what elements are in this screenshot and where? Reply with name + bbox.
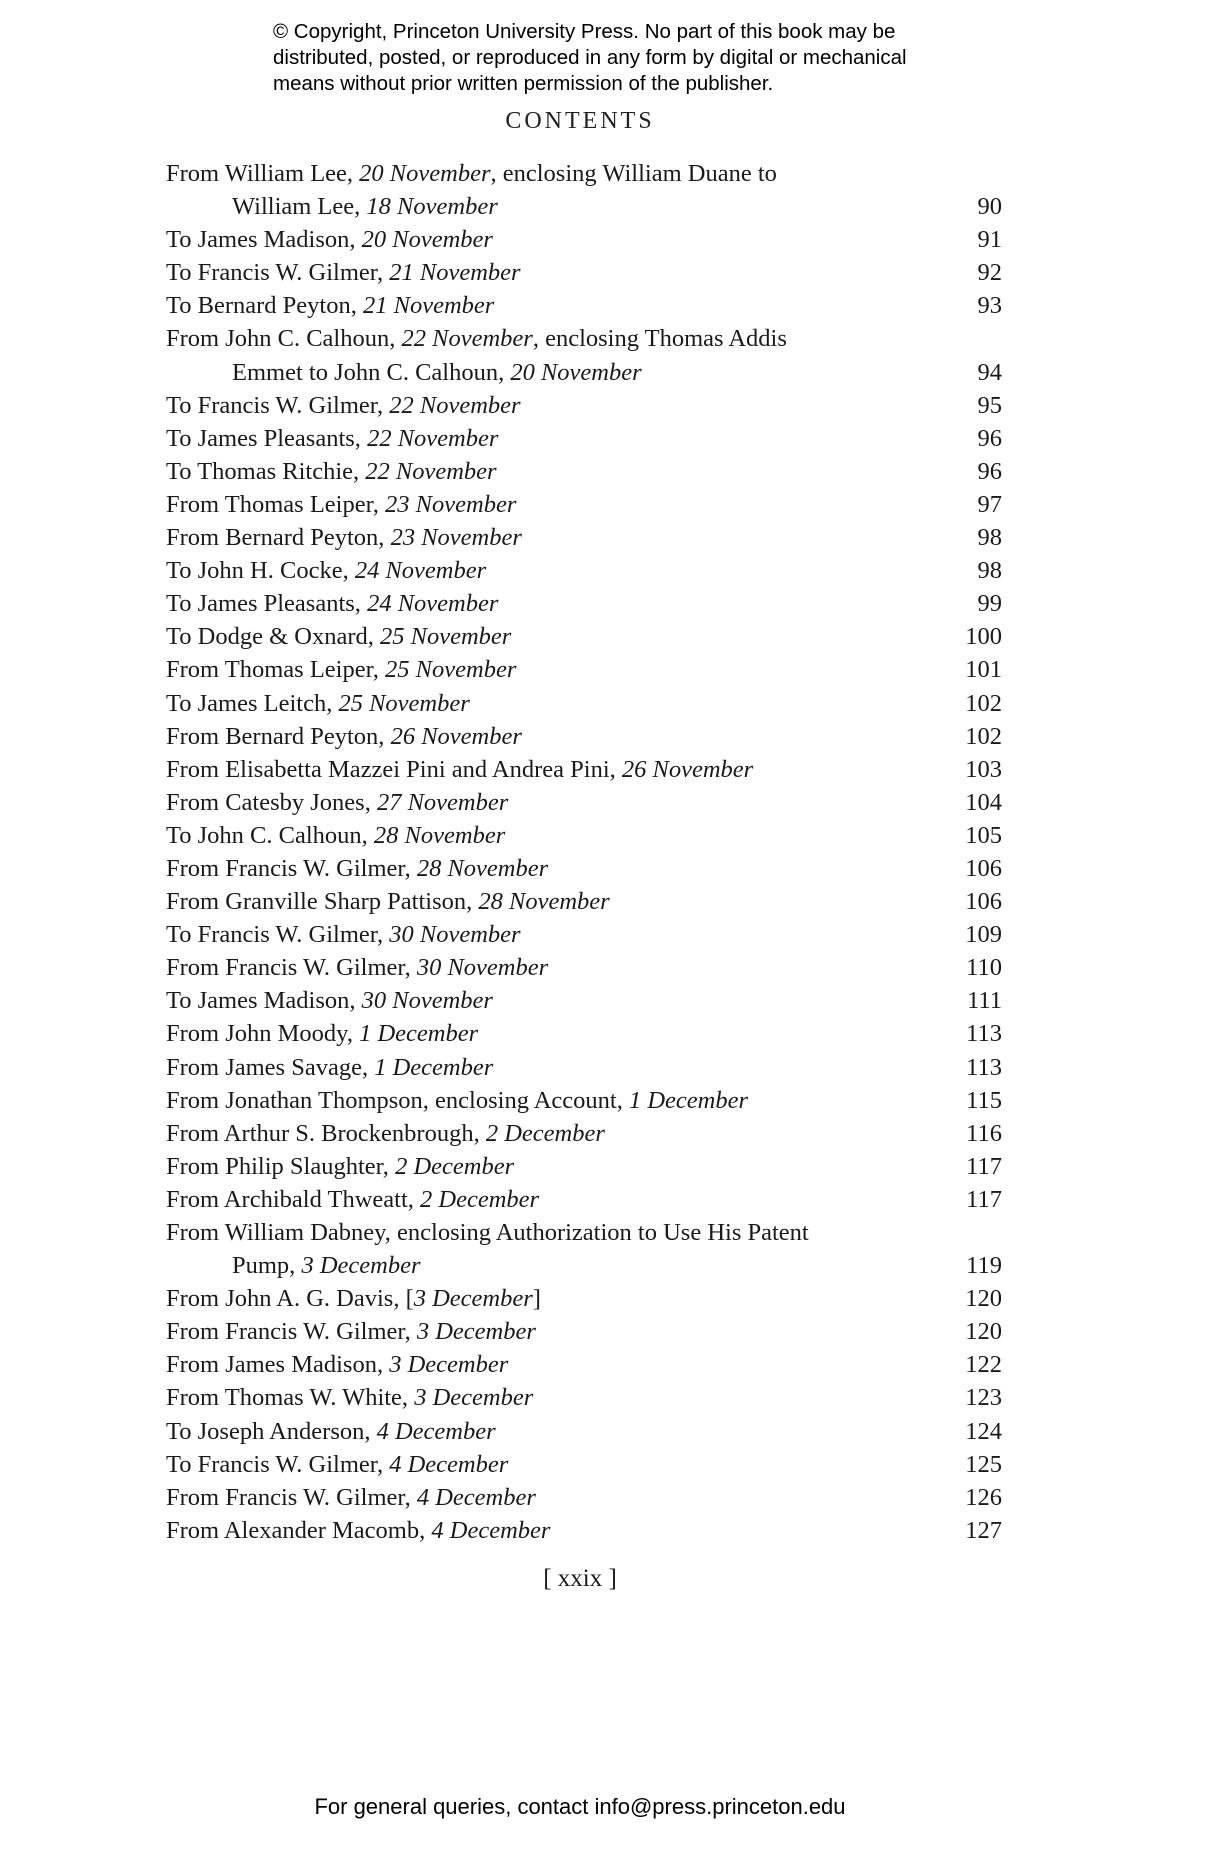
entry-text: To Dodge & Oxnard, [166,623,380,651]
toc-entry [166,1415,1002,1448]
entry-text: From Francis W. Gilmer, [166,854,417,882]
entry-text: From Granville Sharp Pattison, [166,888,479,916]
toc-entry-title [166,223,942,256]
toc-entry-title [166,1381,942,1414]
toc-entry [166,1448,1002,1481]
entry-text: From John C. Calhoun, [166,325,402,353]
entry-text: From Arthur S. Brockenbrough, [166,1119,486,1147]
entry-text: From William Dabney, enclosing Authorization to Use His Patent [166,1219,809,1246]
entry-date: 3 December [413,1285,533,1313]
entry-text: From Bernard Peyton, [166,524,391,552]
toc-entry [166,521,1002,554]
toc-page-number: 91 [977,226,1002,254]
entry-text: From Francis W. Gilmer, [166,954,417,982]
toc-entry-title [166,786,942,819]
toc-entry-title [166,1117,942,1150]
toc-entry-title [166,852,942,885]
entry-date: 24 November [354,557,487,585]
copyright-line: © Copyright, Princeton University Press. No part of this book may be [273,20,896,43]
toc-entry-title [166,653,942,686]
toc-entry-title [166,455,942,488]
entry-date: 22 November [365,457,497,485]
entry-text: From John A. G. Davis, [ [166,1285,414,1313]
toc-page-number: 98 [977,557,1002,585]
toc-entry-title [166,1183,942,1216]
toc-entry [166,389,1002,422]
toc-entry-continuation [166,190,942,223]
entry-text: To Francis W. Gilmer, [166,921,390,949]
toc-page-number: 123 [965,1384,1002,1412]
entry-text: To John H. Cocke, [166,557,355,585]
toc-entry-continuation [166,356,942,389]
entry-date: 3 December [416,1318,536,1346]
entry-text: From James Savage, [166,1053,375,1081]
entry-date: 20 November [359,160,491,187]
toc-entry-title [166,488,942,521]
toc-entry-title [166,720,942,753]
entry-date: 4 December [416,1483,536,1511]
entry-text: From Alexander Macomb, [166,1516,432,1544]
entry-text: To Francis W. Gilmer, [166,391,390,419]
entry-date: 30 November [361,987,493,1015]
entry-text: From Bernard Peyton, [166,722,391,750]
entry-text: From John Moody, [166,1020,360,1048]
entry-date: 22 November [367,424,499,452]
toc-entry [166,223,1002,256]
toc-page-number: 92 [977,259,1002,287]
toc-entry [166,322,1002,388]
toc-entry-title [166,521,942,554]
toc-page-number: 103 [965,755,1002,783]
entry-date: 22 November [401,325,533,353]
entry-text: To Joseph Anderson, [166,1417,377,1445]
toc-entry [166,753,1002,786]
entry-text: From William Lee, [166,160,360,187]
entry-text: From James Madison, [166,1351,390,1379]
toc-entry [166,455,1002,488]
toc-page-number: 100 [965,623,1002,651]
entry-date: 1 December [374,1053,494,1081]
toc-page-number: 96 [977,457,1002,485]
entry-date: 30 November [389,921,521,949]
toc-page-number: 111 [967,987,1002,1015]
toc-page-number: 101 [965,656,1002,684]
toc-entry-title [166,1448,942,1481]
toc-page-number: 106 [965,888,1002,916]
toc-entry [166,885,1002,918]
entry-text: William Lee, [232,193,367,221]
toc-entry [166,1150,1002,1183]
copyright-line: means without prior written permission of the publisher. [273,72,774,95]
toc-page-number: 119 [966,1252,1002,1280]
entry-text: From Philip Slaughter, [166,1152,396,1180]
toc-entry [166,1117,1002,1150]
entry-text: To Thomas Ritchie, [166,457,366,485]
entry-text: To Bernard Peyton, [166,292,363,320]
toc-page-number: 106 [965,854,1002,882]
toc-entry [166,786,1002,819]
toc-entry-title [166,984,942,1017]
toc-page-number: 124 [965,1417,1002,1445]
toc-entry [166,1051,1002,1084]
toc-entry-title [166,389,942,422]
entry-text: From Catesby Jones, [166,788,377,816]
toc-page-number: 102 [965,722,1002,750]
toc-entry [166,819,1002,852]
toc-page-number: 110 [966,954,1002,982]
toc-page-number: 117 [966,1185,1002,1213]
entry-date: 20 November [361,226,493,254]
entry-text: To James Pleasants, [166,590,368,618]
entry-date: 23 November [385,490,517,518]
entry-date: 1 December [359,1020,479,1048]
toc-entry-title [166,1315,942,1348]
toc-entry-title [166,1017,942,1050]
toc-page-number: 104 [965,788,1002,816]
toc-entry-continuation [166,1249,942,1282]
toc-page-number: 126 [965,1483,1002,1511]
entry-text: To James Madison, [166,226,362,254]
toc-page-number: 94 [977,358,1002,386]
entry-date: 25 November [379,623,512,651]
toc-page-number: 109 [965,921,1002,949]
entry-text: Emmet to John C. Calhoun, [232,358,511,386]
toc-entry [166,1315,1002,1348]
entry-date: 28 November [416,854,549,882]
toc-page-number: 115 [966,1086,1002,1114]
entry-date: 21 November [362,292,495,320]
toc-entry-title [166,687,942,720]
toc-entry [166,1183,1002,1216]
toc-entry-title [166,1282,942,1315]
entry-text: To James Leitch, [166,689,339,717]
entry-date: 30 November [416,954,549,982]
entry-text: From Thomas Leiper, [166,656,386,684]
toc-entry-title [166,753,942,786]
toc-entry [166,1017,1002,1050]
entry-date: 4 December [389,1450,509,1478]
entry-date: 24 November [367,590,499,618]
toc-entry-title [166,1051,942,1084]
entry-date: 26 November [390,722,522,750]
toc-page-number: 93 [977,292,1002,320]
toc-entry [166,1348,1002,1381]
toc-entry [166,918,1002,951]
entry-text: From Thomas Leiper, [166,490,386,518]
toc-entry [166,852,1002,885]
toc-entry-title [166,885,942,918]
toc-entry-title [166,256,942,289]
entry-date: 4 December [376,1417,496,1445]
entry-date: 4 December [431,1516,551,1544]
entry-date: 2 December [420,1185,540,1213]
toc-entry [166,1381,1002,1414]
toc-entry-title [166,157,942,190]
entry-date: 25 November [385,656,517,684]
toc-page-number: 105 [965,821,1002,849]
toc-entry-title [166,322,942,355]
entry-date: 3 December [389,1351,509,1379]
toc-entry-title [166,1481,942,1514]
toc-entry-title [166,1216,942,1249]
toc-entry-title [166,1415,942,1448]
entry-text: From Francis W. Gilmer, [166,1483,417,1511]
table-of-contents [166,157,1002,1547]
entry-text: To James Pleasants, [166,424,368,452]
entry-text: From Archibald Thweatt, [166,1185,421,1213]
entry-date: 23 November [390,524,522,552]
toc-page-number: 120 [965,1285,1002,1313]
entry-text: To Francis W. Gilmer, [166,1450,390,1478]
entry-date: 20 November [510,358,642,386]
toc-entry-title [166,1084,942,1117]
entry-date: 3 December [414,1384,534,1412]
toc-entry [166,256,1002,289]
toc-page-number: 96 [977,424,1002,452]
entry-text: From Francis W. Gilmer, [166,1318,417,1346]
toc-page-number: 99 [977,590,1002,618]
toc-entry [166,1084,1002,1117]
copyright-notice [273,19,993,97]
toc-entry [166,951,1002,984]
toc-entry [166,289,1002,322]
toc-entry [166,720,1002,753]
toc-page-number: 113 [966,1020,1002,1048]
toc-page-number: 95 [977,391,1002,419]
toc-page-number: 90 [977,193,1002,221]
toc-entry-title [166,587,942,620]
entry-text: , enclosing William Duane to [490,160,777,187]
entry-text: From Elisabetta Mazzei Pini and Andrea Pini, [166,755,622,783]
toc-entry [166,587,1002,620]
entry-date: 1 December [628,1086,749,1114]
toc-entry-title [166,1150,942,1183]
toc-entry [166,1216,1002,1282]
toc-entry [166,554,1002,587]
contact-footer: For general queries, contact info@press.princeton.edu [314,1794,846,1819]
entry-date: 28 November [373,821,506,849]
entry-text: , enclosing Thomas Addis [532,325,787,353]
page-title: CONTENTS [505,108,655,134]
entry-date: 21 November [389,259,521,287]
toc-page-number: 120 [965,1318,1002,1346]
toc-entry [166,488,1002,521]
toc-entry-title [166,422,942,455]
toc-page-number: 117 [966,1152,1002,1180]
toc-entry [166,687,1002,720]
entry-text: From Jonathan Thompson, enclosing Account, [166,1086,629,1114]
toc-entry [166,1481,1002,1514]
toc-page-number: 102 [965,689,1002,717]
toc-entry [166,157,1002,223]
entry-date: 18 November [366,193,498,221]
toc-page-number: 116 [966,1119,1002,1147]
entry-date: 26 November [621,755,754,783]
entry-date: 28 November [478,888,610,916]
entry-text: Pump, [232,1252,302,1280]
toc-entry [166,1514,1002,1547]
toc-entry-title [166,289,942,322]
toc-page-number: 97 [977,490,1002,518]
copyright-line: distributed, posted, or reproduced in any form by digital or mechanical [273,46,907,69]
toc-page-number: 122 [965,1351,1002,1379]
entry-text: To John C. Calhoun, [166,821,374,849]
toc-entry-title [166,918,942,951]
toc-page-number: 113 [966,1053,1002,1081]
entry-text: To Francis W. Gilmer, [166,259,390,287]
entry-date: 22 November [389,391,521,419]
toc-entry [166,653,1002,686]
toc-entry-title [166,951,942,984]
entry-date: 25 November [338,689,470,717]
toc-entry [166,620,1002,653]
page-number: [ xxix ] [543,1565,617,1592]
entry-text: ] [532,1285,541,1313]
toc-page-number: 98 [977,524,1002,552]
toc-page-number: 127 [965,1516,1002,1544]
toc-entry-title [166,819,942,852]
entry-text: From Thomas W. White, [166,1384,415,1412]
toc-entry [166,1282,1002,1315]
entry-text: To James Madison, [166,987,362,1015]
entry-date: 3 December [301,1252,421,1280]
toc-entry-title [166,1514,942,1547]
toc-entry [166,422,1002,455]
toc-entry [166,984,1002,1017]
toc-entry-title [166,554,942,587]
entry-date: 27 November [376,788,509,816]
toc-entry-title [166,1348,942,1381]
toc-page-number: 125 [965,1450,1002,1478]
entry-date: 2 December [395,1152,515,1180]
entry-date: 2 December [485,1119,605,1147]
toc-entry-title [166,620,942,653]
